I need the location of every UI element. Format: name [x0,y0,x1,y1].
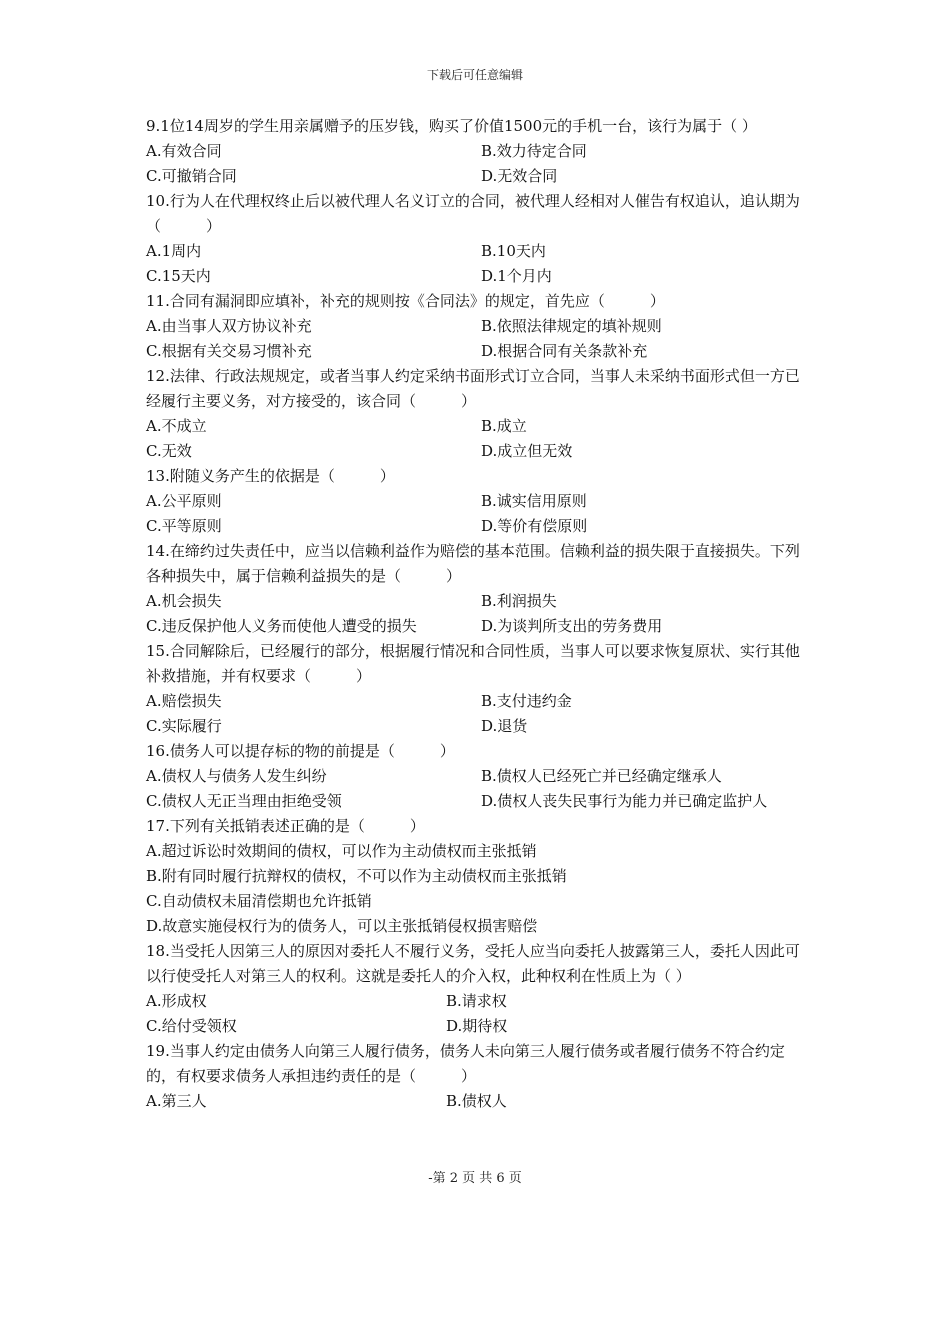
option-row [146,339,810,364]
option-a: A.机会损失 [146,592,222,610]
option-row [146,239,810,264]
question-stem: 17.下列有关抵销表述正确的是（ ） [146,817,425,835]
option-c: C.实际履行 [146,717,222,735]
option-row [146,439,810,464]
option-b: B.利润损失 [481,592,557,610]
option-d: D.无效合同 [481,167,558,185]
option-row [146,264,810,289]
option-a: A.有效合同 [146,142,222,160]
option-row [146,164,810,189]
option-d: D.故意实施侵权行为的债务人，可以主张抵销侵权损害赔偿 [146,917,538,935]
option-row [146,764,810,789]
option-a: A.不成立 [146,417,207,435]
question-13 [146,464,810,539]
question-11 [146,289,810,364]
option-b: B.请求权 [446,992,507,1010]
option-a: A.赔偿损失 [146,692,222,710]
option-row [146,1014,810,1039]
option-a: A.由当事人双方协议补充 [146,317,312,335]
option-d: D.根据合同有关条款补充 [481,342,648,360]
page-number: -第 2 页 共 6 页 [428,1171,522,1186]
option-row [146,1089,810,1114]
option-row [146,989,810,1014]
option-row [146,414,810,439]
question-stem: 14.在缔约过失责任中，应当以信赖利益作为赔偿的基本范围。信赖利益的损失限于直接损失。下列各种损失中，属于信赖利益损失的是（ ） [146,542,800,585]
option-a: A.超过诉讼时效期间的债权，可以作为主动债权而主张抵销 [146,842,537,860]
option-a: A.形成权 [146,992,207,1010]
option-d: D.成立但无效 [481,442,573,460]
option-a: A.公平原则 [146,492,222,510]
option-d: D.退货 [481,717,528,735]
option-b: B.债权人 [446,1092,507,1110]
question-9 [146,114,810,189]
option-row [146,689,810,714]
question-stem: 15.合同解除后，已经履行的部分，根据履行情况和合同性质，当事人可以要求恢复原状、实行其他补救措施，并有权要求（ ） [146,642,800,685]
option-row [146,514,810,539]
option-b: B.附有同时履行抗辩权的债权，不可以作为主动债权而主张抵销 [146,867,567,885]
option-c: C.违反保护他人义务而使他人遭受的损失 [146,617,417,635]
option-b: B.支付违约金 [481,692,572,710]
question-stem: 13.附随义务产生的依据是（ ） [146,467,395,485]
option-c: C.根据有关交易习惯补充 [146,342,312,360]
question-15 [146,639,810,739]
option-row [146,714,810,739]
option-row [146,489,810,514]
option-a: A.债权人与债务人发生纠纷 [146,767,327,785]
option-c: C.自动债权未届清偿期也允许抵销 [146,892,372,910]
question-10 [146,189,810,289]
option-d: D.1个月内 [481,267,552,285]
question-12 [146,364,810,464]
question-18 [146,939,810,1039]
question-stem: 19.当事人约定由债务人向第三人履行债务，债务人未向第三人履行债务或者履行债务不符合约定的，有权要求债务人承担违约责任的是（ ） [146,1042,785,1085]
option-row [146,314,810,339]
option-d: D.等价有偿原则 [481,517,588,535]
option-b: B.10天内 [481,242,546,260]
option-c: C.无效 [146,442,192,460]
option-b: B.债权人已经死亡并已经确定继承人 [481,767,722,785]
question-stem: 16.债务人可以提存标的物的前提是（ ） [146,742,455,760]
option-c: C.债权人无正当理由拒绝受领 [146,792,342,810]
option-d: D.期待权 [446,1017,508,1035]
option-row [146,614,810,639]
option-b: B.效力待定合同 [481,142,587,160]
question-stem: 12.法律、行政法规规定，或者当事人约定采纳书面形式订立合同，当事人未采纳书面形式但一方已经履行主要义务，对方接受的，该合同（ ） [146,367,800,410]
option-row [146,139,810,164]
option-c: C.可撤销合同 [146,167,237,185]
option-b: B.依照法律规定的填补规则 [481,317,662,335]
question-17 [146,814,810,939]
option-a: A.第三人 [146,1092,207,1110]
page-header: 下载后可任意编辑 [426,68,523,82]
question-stem: 9.1位14周岁的学生用亲属赠予的压岁钱，购买了价值1500元的手机一台，该行为属于（ ） [146,117,757,135]
option-a: A.1周内 [146,242,202,260]
option-b: B.诚实信用原则 [481,492,587,510]
question-stem: 18.当受托人因第三人的原因对委托人不履行义务，受托人应当向委托人披露第三人，委托人因此可以行使受托人对第三人的权利。这就是委托人的介入权，此种权利在性质上为（ ） [146,942,800,985]
question-16 [146,739,810,814]
question-stem: 11.合同有漏洞即应填补，补充的规则按《合同法》的规定，首先应（ ） [146,292,665,310]
option-d: D.为谈判所支出的劳务费用 [481,617,663,635]
option-c: C.15天内 [146,267,211,285]
question-14 [146,539,810,639]
option-row [146,589,810,614]
question-stem: 10.行为人在代理权终止后以被代理人名义订立的合同，被代理人经相对人催告有权追认，追认期为（ ） [146,192,800,235]
option-b: B.成立 [481,417,527,435]
option-row [146,789,810,814]
option-c: C.给付受领权 [146,1017,237,1035]
option-c: C.平等原则 [146,517,222,535]
option-d: D.债权人丧失民事行为能力并已确定监护人 [481,792,768,810]
question-19 [146,1039,810,1114]
question-list [146,114,810,1114]
